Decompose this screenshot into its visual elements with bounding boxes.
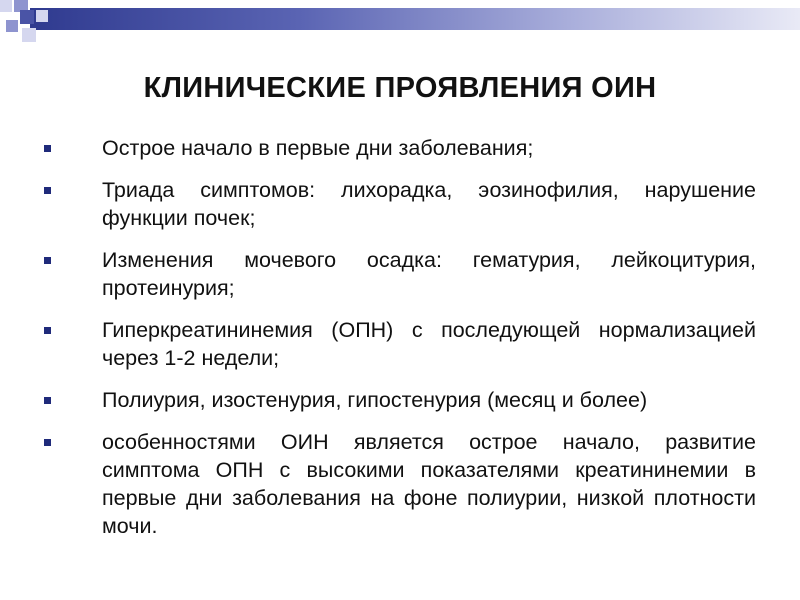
square-bullet-icon bbox=[44, 145, 51, 152]
decor-square bbox=[0, 0, 12, 12]
slide-title: КЛИНИЧЕСКИЕ ПРОЯВЛЕНИЯ ОИН bbox=[143, 72, 657, 104]
bullet-list bbox=[44, 134, 756, 554]
decorative-header-band bbox=[0, 0, 800, 48]
header-gradient-bar bbox=[30, 8, 800, 30]
square-bullet-icon bbox=[44, 327, 51, 334]
decor-square bbox=[22, 28, 36, 42]
bullet-text: Изменения мочевого осадка: гематурия, лейкоцитурия, протеинурия; bbox=[102, 248, 756, 300]
bullet-text: Острое начало в первые дни заболевания; bbox=[102, 136, 534, 160]
square-bullet-icon bbox=[44, 257, 51, 264]
square-bullet-icon bbox=[44, 187, 51, 194]
decor-square bbox=[36, 10, 48, 22]
bullet-item bbox=[44, 316, 756, 372]
bullet-item bbox=[44, 176, 756, 232]
bullet-item bbox=[44, 386, 756, 414]
square-bullet-icon bbox=[44, 439, 51, 446]
bullet-text: Триада симптомов: лихорадка, эозинофилия, нарушение функции почек; bbox=[102, 178, 756, 230]
bullet-text: особенностями ОИН является острое начало, развитие симптома ОПН с высокими показателями креатининемии в первые дни заболевания на фоне полиурии, низкой плотности мочи. bbox=[102, 430, 756, 538]
decor-square bbox=[6, 20, 18, 32]
bullet-item bbox=[44, 246, 756, 302]
bullet-text: Полиурия, изостенурия, гипостенурия (месяц и более) bbox=[102, 388, 648, 412]
bullet-text: Гиперкреатининемия (ОПН) с последующей нормализацией через 1-2 недели; bbox=[102, 318, 756, 370]
bullet-item bbox=[44, 428, 756, 540]
decor-square bbox=[20, 10, 34, 24]
bullet-item bbox=[44, 134, 756, 162]
square-bullet-icon bbox=[44, 397, 51, 404]
